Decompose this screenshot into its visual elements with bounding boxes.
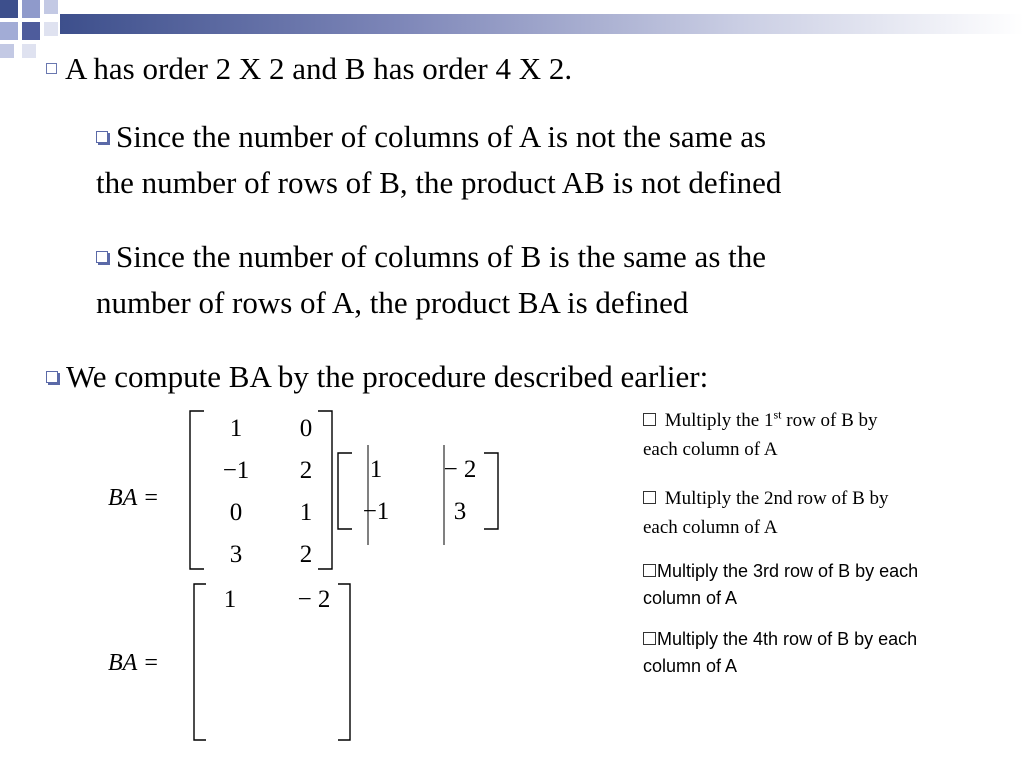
bullet-text: the number of rows of B, the product AB is not defined [96,165,782,200]
equation-product [100,405,520,575]
checkbox-icon [643,564,656,577]
deco-square [0,44,14,58]
equation-label: BA = [108,650,160,676]
deco-square [0,22,18,40]
matrix-b-cell: 2 [299,541,313,568]
note-row-1 [643,406,1013,464]
bracket-right [484,453,498,529]
note-superscript: st [773,407,782,422]
matrix-a-cell: − 2 [443,456,477,483]
bullet-text: A has order 2 X 2 and B has order 4 X 2. [65,51,573,86]
matrix-b-cell: 1 [229,415,243,442]
deco-square [0,0,18,18]
matrix-b-cell: 2 [299,457,313,484]
deco-square [22,22,40,40]
deco-square [22,0,40,18]
deco-square [22,44,36,58]
matrix-b-cell: 0 [299,415,313,442]
note-text: Multiply the 4th row of B by each [657,629,918,649]
bullet-ab-undefined [96,114,781,206]
matrix-b-cell: 0 [229,499,243,526]
matrix-a-cell: 1 [369,456,383,483]
bracket-left [194,584,206,740]
note-text: each column of A [643,439,778,460]
square-bullet-icon [46,63,57,74]
bracket-right [338,584,350,740]
bullet-text: We compute BA by the procedure described earlier: [66,359,709,394]
deco-square [44,0,58,14]
note-row-4 [643,626,1018,680]
matrix-b-cell: 1 [299,499,313,526]
bracket-right [318,411,332,569]
note-text: column of A [643,656,738,676]
result-cell: − 2 [297,586,331,613]
square-bullet-icon [96,131,108,143]
note-text: row of B by [781,410,878,431]
bracket-left [190,411,204,569]
matrix-a-cell: −1 [362,498,390,525]
checkbox-icon [643,632,656,645]
note-text: Multiply the 3rd row of B by each [657,561,919,581]
square-bullet-icon [46,371,58,383]
matrix-a-cell: 3 [453,498,467,525]
note-row-3 [643,558,1018,612]
bullet-text: number of rows of A, the product BA is defined [96,285,689,320]
bracket-left [338,453,352,529]
bullet-order [46,46,572,92]
deco-square [44,22,58,36]
matrix-b-cell: 3 [229,541,243,568]
checkbox-icon [643,413,656,426]
square-bullet-icon [96,251,108,263]
bullet-compute [46,354,708,400]
note-text: column of A [643,588,738,608]
matrix-b-cell: −1 [222,457,250,484]
bullet-text: Since the number of columns of A is not the same as [116,119,767,154]
note-text: each column of A [643,517,778,538]
checkbox-icon [643,491,656,504]
bullet-ba-defined [96,234,766,326]
bullet-text: Since the number of columns of B is the same as the [116,239,767,274]
equation-label: BA = [108,485,160,511]
header-bar [60,14,1024,34]
note-text: Multiply the 1 [664,410,774,431]
note-text: Multiply the 2nd row of B by [664,488,889,509]
equation-result [100,578,380,748]
result-cell: 1 [223,586,237,613]
note-row-2 [643,484,1013,542]
